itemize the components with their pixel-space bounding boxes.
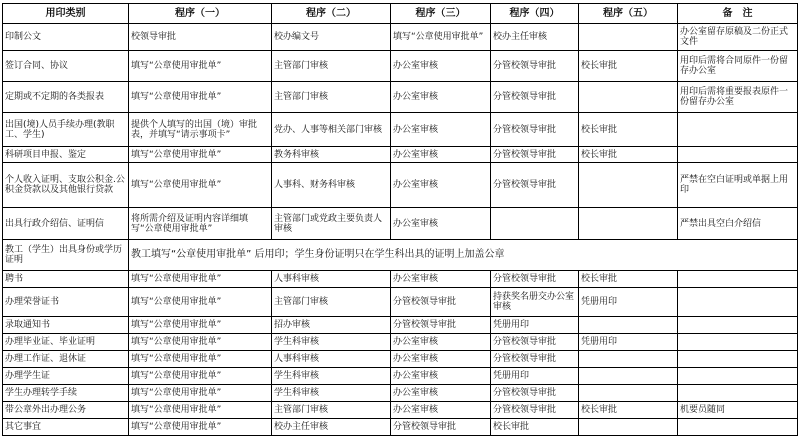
table-cell: 分管校领导审批 — [391, 317, 491, 334]
seal-usage-table — [2, 3, 798, 436]
table-cell: 分管校领导审批 — [491, 351, 579, 368]
table-cell: 分管校领导审批 — [491, 334, 579, 351]
table-cell: 主管部门或党政主要负责人审核 — [272, 208, 391, 240]
table-cell: 校长审批 — [579, 51, 678, 82]
column-header: 程序（三） — [391, 4, 491, 24]
row-category-cell: 个人收入证明、支取公积金.公积金贷款以及其他银行贷款 — [3, 163, 129, 208]
table-cell: 人事科审核 — [272, 270, 391, 287]
table-cell: 填写“公章使用审批单” — [129, 367, 272, 384]
table-row — [3, 287, 798, 316]
table-cell: 填写“公章使用审批单” — [129, 270, 272, 287]
table-row — [3, 351, 798, 368]
table-cell: 办公室审核 — [391, 51, 491, 82]
table-cell — [579, 367, 678, 384]
row-category-cell: 出具行政介绍信、证明信 — [3, 208, 129, 240]
table-cell: 凭册用印 — [491, 367, 579, 384]
table-cell: 招办审核 — [272, 317, 391, 334]
table-cell: 分管校领导审批 — [391, 418, 491, 435]
table-row — [3, 270, 798, 287]
table-row — [3, 401, 798, 418]
table-row — [3, 240, 798, 271]
table-cell: 办公室审核 — [391, 113, 491, 147]
table-cell: 校办主任审核 — [272, 418, 391, 435]
table-cell: 严禁在空白证明或单据上用印 — [678, 163, 798, 208]
row-category-cell: 带公章外出办理公务 — [3, 401, 129, 418]
table-cell: 学生科审核 — [272, 384, 391, 401]
table-cell: 填写“公章使用审批单” — [129, 163, 272, 208]
table-cell — [678, 317, 798, 334]
table-cell: 党办、人事等相关部门审核 — [272, 113, 391, 147]
table-row — [3, 208, 798, 240]
table-cell: 校长审批 — [579, 270, 678, 287]
table-cell: 分管校领导审批 — [491, 147, 579, 163]
table-row — [3, 317, 798, 334]
table-cell: 将所需介绍及证明内容详细填写“公章使用审批单” — [129, 208, 272, 240]
table-cell — [678, 418, 798, 435]
table-row — [3, 163, 798, 208]
table-cell: 凭册用印 — [491, 317, 579, 334]
table-cell: 校长审批 — [579, 401, 678, 418]
row-category-cell: 科研项目申报、鉴定 — [3, 147, 129, 163]
table-cell: 严禁出具空白介绍信 — [678, 208, 798, 240]
table-cell: 填写“公章使用审批单” — [129, 334, 272, 351]
table-cell: 填写“公章使用审批单” — [129, 51, 272, 82]
table-cell: 办公室审核 — [391, 351, 491, 368]
table-cell: 办公室审核 — [391, 208, 491, 240]
table-cell — [579, 163, 678, 208]
table-row — [3, 367, 798, 384]
table-cell: 办公室审核 — [391, 334, 491, 351]
table-cell: 填写“公章使用审批单” — [129, 287, 272, 316]
table-cell: 教工填写“公章使用审批单” 后用印；学生身份证明只在学生科出具的证明上加盖公章 — [129, 240, 798, 271]
table-row — [3, 418, 798, 435]
column-header: 程序（一） — [129, 4, 272, 24]
table-cell — [579, 81, 678, 113]
table-cell — [678, 384, 798, 401]
column-header: 程序（五） — [579, 4, 678, 24]
row-category-cell: 出国(境)人员手续办理(教职工、学生) — [3, 113, 129, 147]
row-category-cell: 录取通知书 — [3, 317, 129, 334]
table-cell: 分管校领导审批 — [491, 51, 579, 82]
table-cell: 用印后需将重要报表原件一份留存办公室 — [678, 81, 798, 113]
table-cell: 分管校领导审批 — [491, 113, 579, 147]
table-cell: 填写“公章使用审批单” — [129, 147, 272, 163]
row-category-cell: 办理毕业证、毕业证明 — [3, 334, 129, 351]
table-cell — [579, 418, 678, 435]
table-cell: 填写“公章使用审批单” — [129, 418, 272, 435]
table-cell: 分管校领导审批 — [491, 81, 579, 113]
table-row — [3, 24, 798, 51]
table-cell: 办公室审核 — [391, 367, 491, 384]
table-cell — [579, 351, 678, 368]
table-cell: 办公室留存原稿及二份正式文件 — [678, 24, 798, 51]
table-cell: 主管部门审核 — [272, 401, 391, 418]
table-row — [3, 384, 798, 401]
table-cell: 校长审批 — [579, 113, 678, 147]
table-cell — [678, 351, 798, 368]
table-cell: 校办主任审核 — [491, 24, 579, 51]
row-category-cell: 办理学生证 — [3, 367, 129, 384]
table-cell — [678, 113, 798, 147]
column-header: 程序（二） — [272, 4, 391, 24]
table-cell — [678, 367, 798, 384]
table-cell — [579, 208, 678, 240]
table-cell — [579, 24, 678, 51]
table-cell: 用印后需将合同原件一份留存办公室 — [678, 51, 798, 82]
table-cell: 办公室审核 — [391, 401, 491, 418]
table-cell: 人事科审核 — [272, 351, 391, 368]
table-cell: 办公室审核 — [391, 147, 491, 163]
table-cell: 教务科审核 — [272, 147, 391, 163]
table-cell: 凭册用印 — [579, 334, 678, 351]
table-cell: 填写“公章使用审批单” — [129, 351, 272, 368]
table-cell: 填写“公章使用审批单” — [129, 401, 272, 418]
table-cell: 学生科审核 — [272, 367, 391, 384]
table-cell — [491, 208, 579, 240]
table-cell — [678, 147, 798, 163]
table-row — [3, 81, 798, 113]
table-cell: 主管部门审核 — [272, 81, 391, 113]
table-cell: 办公室审核 — [391, 81, 491, 113]
table-cell — [678, 287, 798, 316]
table-cell: 分管校领导审批 — [491, 384, 579, 401]
row-category-cell: 教工（学生）出具身份或学历证明 — [3, 240, 129, 271]
table-cell: 机要员随同 — [678, 401, 798, 418]
table-row — [3, 334, 798, 351]
table-cell: 填写“公章使用审批单” — [129, 317, 272, 334]
row-category-cell: 办理荣誉证书 — [3, 287, 129, 316]
table-cell — [678, 334, 798, 351]
column-header: 用印类别 — [3, 4, 129, 24]
column-header: 备 注 — [678, 4, 798, 24]
row-category-cell: 其它事宜 — [3, 418, 129, 435]
column-header: 程序（四） — [491, 4, 579, 24]
table-cell: 分管校领导审批 — [491, 270, 579, 287]
table-cell: 办公室审核 — [391, 163, 491, 208]
row-category-cell: 聘书 — [3, 270, 129, 287]
row-category-cell: 印制公文 — [3, 24, 129, 51]
table-cell: 校长审批 — [491, 418, 579, 435]
table-cell: 办公室审核 — [391, 270, 491, 287]
table-cell: 分管校领导审批 — [391, 287, 491, 316]
table-cell: 校办编文号 — [272, 24, 391, 51]
row-category-cell: 学生办理转学手续 — [3, 384, 129, 401]
table-cell — [579, 384, 678, 401]
table-cell: 持获奖名册交办公室审核 — [491, 287, 579, 316]
table-cell: 学生科审核 — [272, 334, 391, 351]
row-category-cell: 定期或不定期的各类报表 — [3, 81, 129, 113]
table-cell: 办公室审核 — [391, 384, 491, 401]
table-cell — [678, 270, 798, 287]
table-cell: 填写“公章使用审批单” — [391, 24, 491, 51]
table-cell: 分管校领导审批 — [491, 163, 579, 208]
table-row — [3, 113, 798, 147]
table-cell — [579, 317, 678, 334]
table-cell: 提供个人填写的出国（境）审批表，并填写“请示事项卡” — [129, 113, 272, 147]
header-row — [3, 4, 798, 24]
table-body — [3, 24, 798, 436]
table-cell: 人事科、财务科审核 — [272, 163, 391, 208]
table-cell: 填写“公章使用审批单” — [129, 384, 272, 401]
table-cell: 校领导审批 — [129, 24, 272, 51]
table-cell: 主管部门审核 — [272, 51, 391, 82]
table-cell: 分管校领导审批 — [491, 401, 579, 418]
table-cell: 主管部门审核 — [272, 287, 391, 316]
row-category-cell: 办理工作证、退休证 — [3, 351, 129, 368]
row-category-cell: 签订合同、协议 — [3, 51, 129, 82]
table-cell: 凭册用印 — [579, 287, 678, 316]
table-cell: 校长审批 — [579, 147, 678, 163]
table-row — [3, 147, 798, 163]
table-cell: 填写“公章使用审批单” — [129, 81, 272, 113]
table-row — [3, 51, 798, 82]
